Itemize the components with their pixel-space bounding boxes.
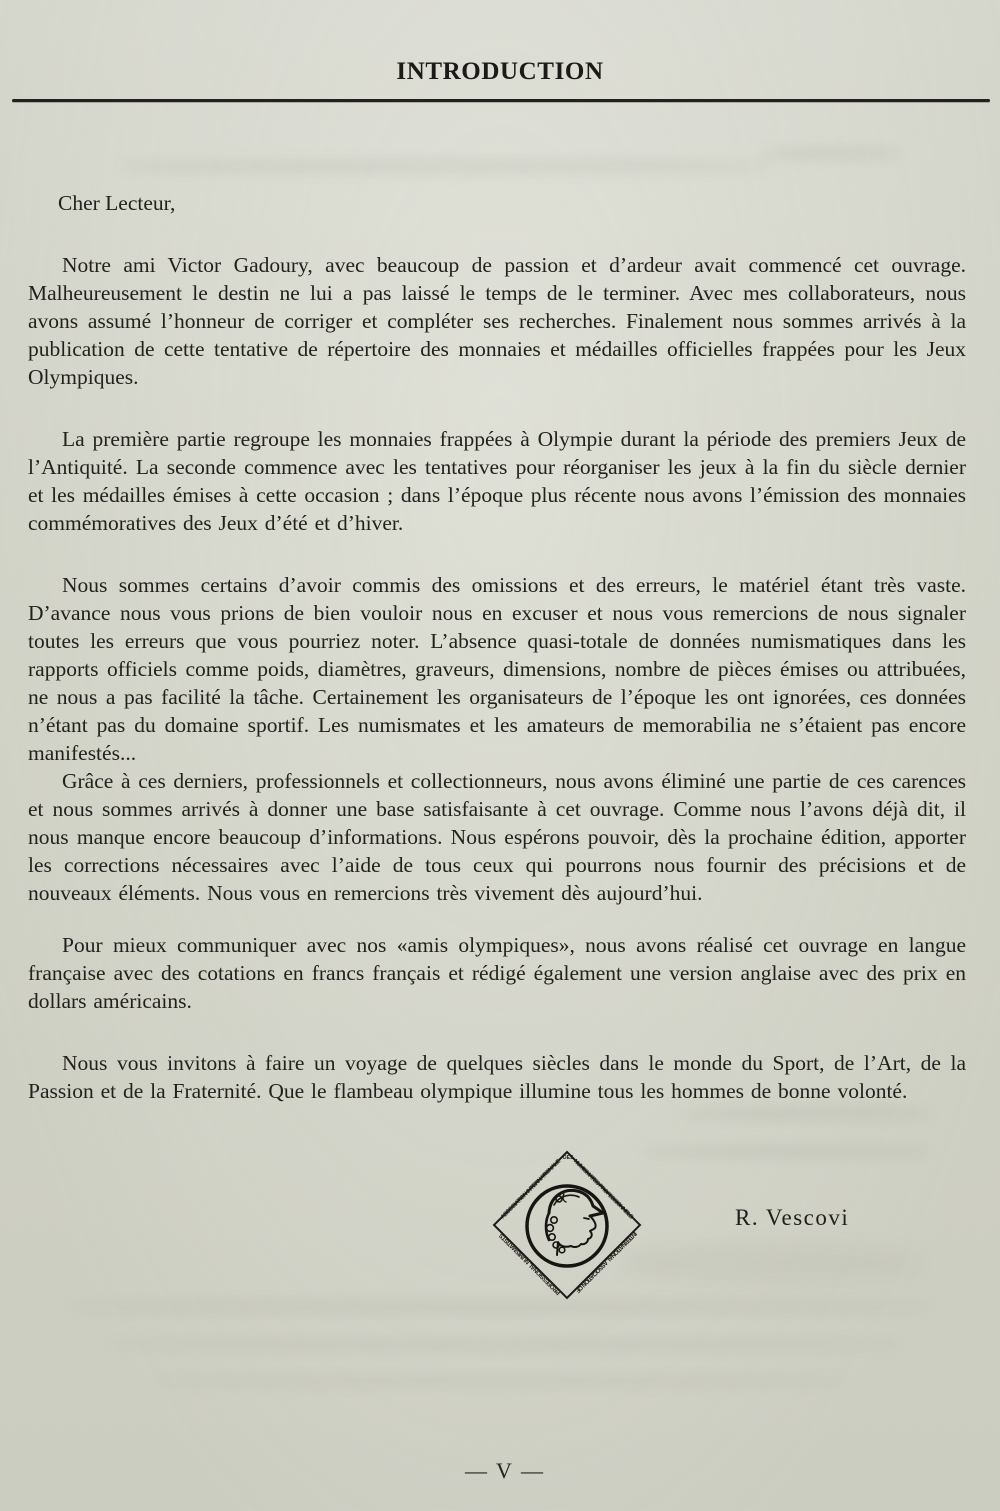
show-through-smudge	[620, 1245, 920, 1281]
show-through-smudge	[110, 1338, 900, 1351]
seal-text-bottom-left: PROFESSIONAL NUMISMATISTS	[498, 1231, 562, 1296]
ainp-seal-icon	[492, 1150, 642, 1300]
signature-name: R. Vescovi	[735, 1205, 850, 1230]
page-number: — V —	[464, 1458, 546, 1483]
show-through-smudge	[150, 1375, 850, 1387]
salutation: Cher Lecteur,	[58, 191, 176, 215]
paragraph-5: Pour mieux communiquer avec nos «amis olympiques», nous avons réalisé cet ouvrage en langue française avec des cotations en francs français et rédigé également une version anglaise avec des prix en dollars américains.	[28, 933, 966, 1013]
seal-text-top-right: NUMISMATES PROFESSIONNELS	[572, 1158, 635, 1221]
show-through-smudge	[70, 1300, 930, 1314]
paragraph-1: Notre ami Victor Gadoury, avec beaucoup de passion et d’ardeur avait commencé cet ouvrage. Malheureusement le destin ne lui a pas laissé le temps de le terminer. Avec mes collaborateurs, nous avons assumé l’honneur de corriger et compléter ses recherches. Finalement nous sommes arrivés à la publication de cette tentative de répertoire des monnaies et médailles officielles frappées pour les Jeux Olympiques.	[28, 253, 966, 389]
page-title: INTRODUCTION	[396, 58, 604, 85]
introduction-text	[28, 251, 966, 1105]
title-divider	[12, 99, 990, 102]
show-through-smudge	[120, 160, 770, 173]
paragraph-6: Nous vous invitons à faire un voyage de quelques siècles dans le monde du Sport, de l’Art, de la Passion et de la Fraternité. Que le flambeau olympique illumine tous les hommes de bonne volonté.	[28, 1051, 966, 1103]
paragraph-3: Nous sommes certains d’avoir commis des omissions et des erreurs, le matériel étant très vaste. D’avance nous vous prions de bien vouloir nous en excuser et nous vous remercions de nous signaler toutes les erreurs que vous pourriez noter. L’absence quasi-totale de données numismatiques dans les rapports officiels comme poids, diamètres, graveurs, dimensions, nombre de pièces émises ou attribuées, ne nous a pas facilité la tâche. Certainement les organisateurs de l’époque les ont ignorées, ces données n’étant pas du domaine sportif. Les numismates et les amateurs de memorabilia ne s’étaient pas encore manifestés...	[28, 573, 966, 765]
show-through-smudge	[760, 148, 900, 159]
seal-text-apex: DES	[563, 1155, 574, 1161]
paragraph-2: La première partie regroupe les monnaies frappées à Olympie durant la période des premiers Jeux de l’Antiquité. La seconde commence avec les tentatives pour réorganiser les jeux à la fin du siècle dernier et les médailles émises à cette occasion ; dans l’époque plus récente nous avons l’émission des monnaies commémoratives des Jeux d’été et d’hiver.	[28, 427, 966, 535]
show-through-smudge	[680, 1108, 930, 1120]
helmeted-head-icon	[546, 1190, 603, 1255]
seal-text-bottom-right: INTERNATIONAL ASSOCIATION OF	[573, 1230, 638, 1294]
seal-diamond-border	[494, 1152, 640, 1298]
seal-text-top-left: ASSOCIATION INTERNATIONALE	[500, 1158, 563, 1221]
paragraph-4: Grâce à ces derniers, professionnels et collectionneurs, nous avons éliminé une partie de ces carences et nous sommes arrivés à donner une base satisfaisante à cet ouvrage. Comme nous l’avons déjà dit, il nous manque encore beaucoup d’informations. Nous espérons pouvoir, dès la prochaine édition, apporter les corrections nécessaires avec l’aide de tous ceux qui pourrons nous fournir des précisions et de nouveaux éléments. Nous vous en remercions très vivement dès aujourd’hui.	[28, 769, 966, 905]
show-through-smudge	[640, 1146, 930, 1157]
